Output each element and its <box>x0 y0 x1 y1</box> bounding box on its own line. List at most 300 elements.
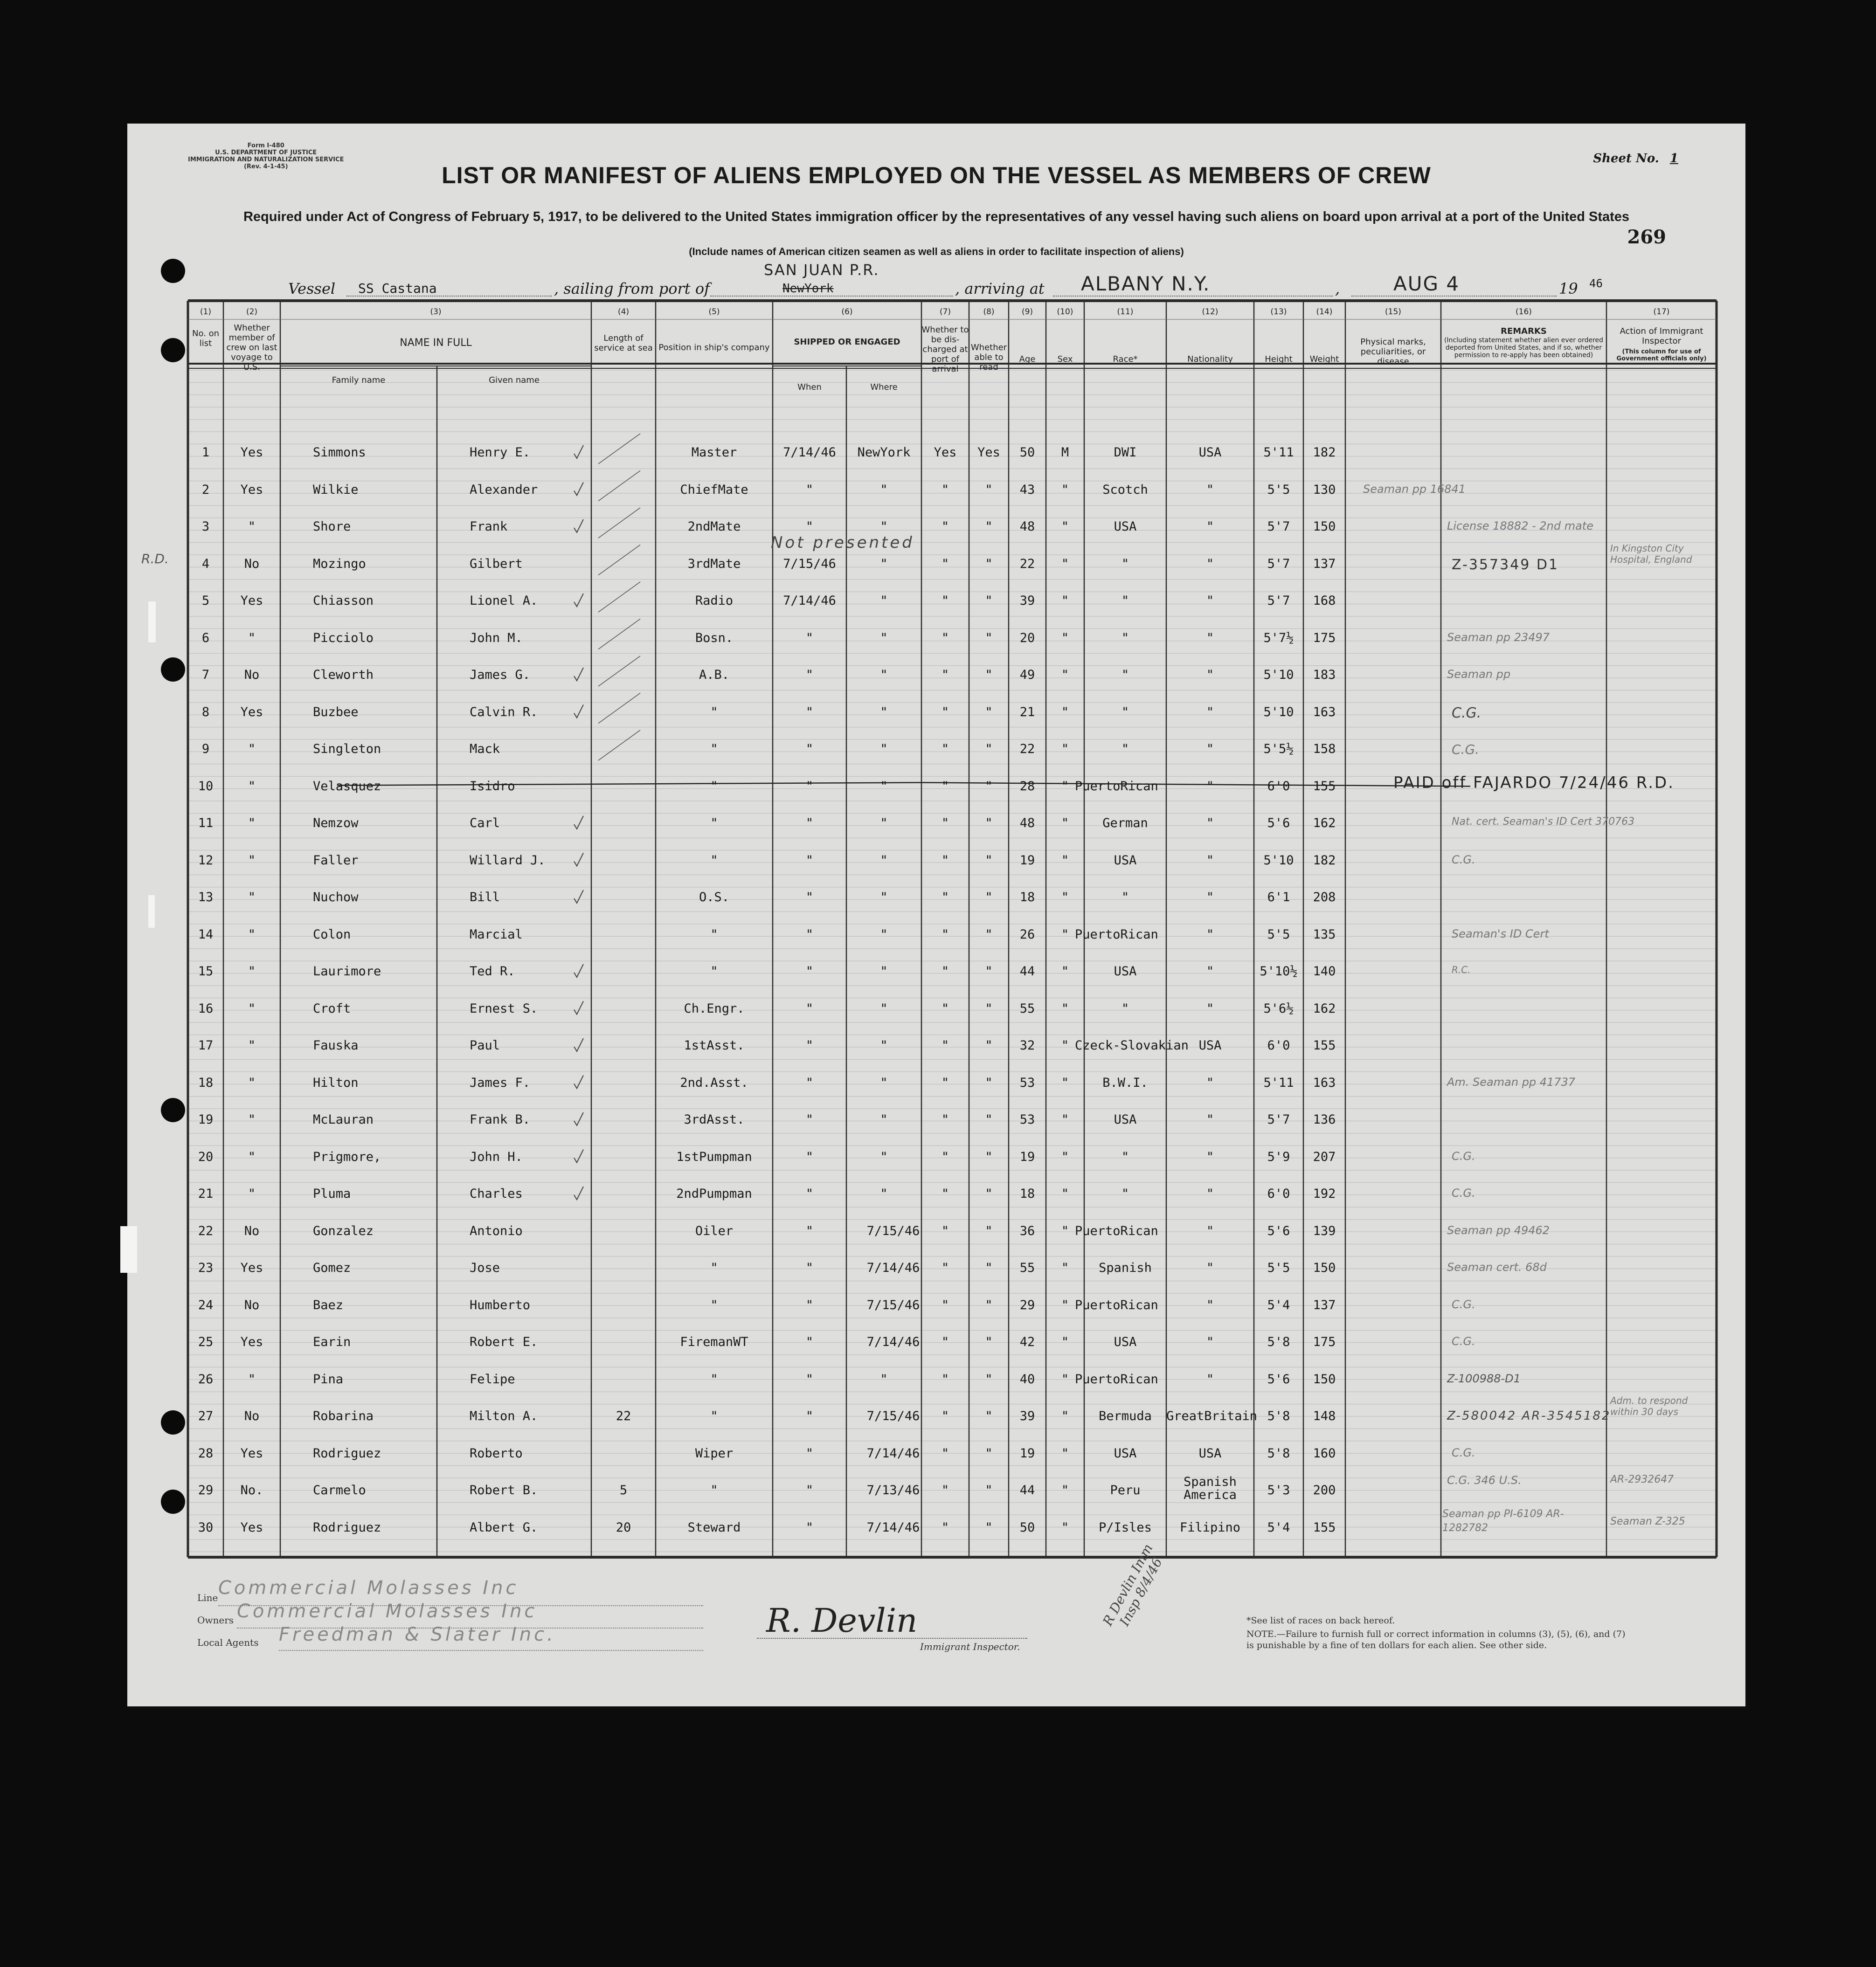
cell-sex: " <box>1061 1335 1069 1349</box>
cell-age: 48 <box>1019 816 1035 830</box>
col-header-family-name: Family name <box>332 375 386 385</box>
cell-sex: " <box>1061 1446 1069 1461</box>
action-row-30: Seaman Z-325 <box>1610 1515 1685 1527</box>
cell-height: 6'0 <box>1267 1187 1290 1201</box>
race-note: *See list of races on back hereof. <box>1246 1615 1395 1626</box>
column-number: (17) <box>1653 307 1670 317</box>
cell-no: 27 <box>198 1409 214 1423</box>
cell-nat: " <box>1206 816 1214 830</box>
cell-age: 22 <box>1019 556 1035 571</box>
cell-sex: " <box>1061 1112 1069 1127</box>
cell-service: 22 <box>616 1409 631 1423</box>
cell-read: " <box>985 1298 993 1312</box>
cell-disch: " <box>941 704 949 719</box>
cell-family: Wilkie <box>313 482 359 497</box>
cell-nat: " <box>1206 964 1214 979</box>
cell-height: 5'8 <box>1267 1446 1290 1461</box>
remark-row-23: Seaman cert. 68d <box>1447 1261 1547 1274</box>
cell-position: " <box>710 853 718 868</box>
column-number: (10) <box>1057 307 1073 317</box>
cell-position: Steward <box>687 1520 741 1535</box>
cell-race: " <box>1121 668 1129 682</box>
cell-age: 26 <box>1019 927 1035 942</box>
cell-family: Fauska <box>313 1038 359 1053</box>
not-presented-note: Not presented <box>771 533 914 552</box>
cell-where: NewYork <box>857 445 911 460</box>
cell-race: " <box>1121 1001 1129 1016</box>
cell-read: " <box>985 668 993 682</box>
cell-no: 28 <box>198 1446 214 1461</box>
cell-height: 5'5 <box>1267 927 1290 942</box>
col-header-given-name: Given name <box>489 375 540 385</box>
cell-height: 5'7 <box>1267 556 1290 571</box>
cell-family: Mozingo <box>313 556 366 571</box>
cell-family: Baez <box>313 1298 344 1312</box>
form-line: U.S. DEPARTMENT OF JUSTICE <box>215 149 317 156</box>
cell-weight: 183 <box>1313 668 1336 682</box>
cell-weight: 130 <box>1313 482 1336 497</box>
col-header-number: No. on list <box>192 329 220 348</box>
cell-no: 16 <box>198 1001 214 1016</box>
cell-when: 7/14/46 <box>783 445 836 460</box>
cell-height: 5'10 <box>1263 668 1294 682</box>
cell-no: 15 <box>198 964 214 979</box>
cell-age: 50 <box>1019 1520 1035 1535</box>
cell-read: " <box>985 519 993 534</box>
cell-age: 32 <box>1019 1038 1035 1053</box>
cell-where: " <box>880 1001 888 1016</box>
cell-read: " <box>985 1483 993 1498</box>
cell-when: " <box>805 1298 814 1312</box>
cell-given: Humberto <box>470 1298 531 1312</box>
cell-last: " <box>248 742 256 756</box>
cell-sex: " <box>1061 1520 1069 1535</box>
cell-sex: " <box>1061 964 1069 979</box>
column-number: (7) <box>939 307 951 317</box>
cell-height: 5'8 <box>1267 1335 1290 1349</box>
cell-nat: USA <box>1198 445 1222 460</box>
cell-position: Master <box>691 445 737 460</box>
cell-family: Pina <box>313 1372 344 1387</box>
cell-where: 7/14/46 <box>866 1261 920 1275</box>
binder-hole <box>161 1490 185 1514</box>
binder-tab <box>148 601 156 642</box>
cell-age: 19 <box>1019 1446 1035 1461</box>
cell-when: " <box>805 704 814 719</box>
cell-weight: 140 <box>1313 964 1336 979</box>
cell-when: " <box>805 853 814 868</box>
remark-row-4: Z-357349 D1 <box>1452 556 1559 573</box>
col-header-remarks: REMARKS <box>1501 326 1547 336</box>
cell-position: 2ndMate <box>687 519 741 534</box>
cell-read: " <box>985 1261 993 1275</box>
cell-when: " <box>805 1075 814 1090</box>
cell-nat: " <box>1206 1372 1214 1387</box>
column-number: (5) <box>708 307 720 317</box>
cell-height: 5'7½ <box>1263 630 1294 645</box>
cell-position: 3rdAsst. <box>684 1112 745 1127</box>
cell-nat: Spanish America <box>1184 1475 1237 1502</box>
remark-row-11: Nat. cert. Seaman's ID Cert 370763 <box>1452 816 1635 828</box>
cell-family: Rodriguez <box>313 1446 381 1461</box>
cell-read: " <box>985 1372 993 1387</box>
cell-family: Nemzow <box>313 816 359 830</box>
cell-disch: " <box>941 1409 949 1423</box>
action-row-29: AR-2932647 <box>1610 1474 1674 1485</box>
grid-line <box>598 693 640 724</box>
col-header-weight: Weight <box>1309 354 1339 364</box>
cell-weight: 136 <box>1313 1112 1336 1127</box>
note-label: NOTE. <box>1246 1629 1277 1639</box>
remark-row-24: C.G. <box>1452 1298 1475 1311</box>
cell-family: Nuchow <box>313 890 359 904</box>
binder-hole <box>161 338 185 362</box>
cell-weight: 192 <box>1313 1187 1336 1201</box>
cell-position: " <box>710 779 718 794</box>
cell-weight: 182 <box>1313 853 1336 868</box>
cell-family: Gonzalez <box>313 1223 374 1238</box>
cell-given: Bill <box>470 890 500 904</box>
cell-race: USA <box>1114 1335 1137 1349</box>
binder-hole <box>161 1410 185 1435</box>
cell-race: USA <box>1114 964 1137 979</box>
cell-family: McLauran <box>313 1112 374 1127</box>
grid-line <box>598 508 640 538</box>
remark-row-6: Seaman pp 23497 <box>1447 630 1550 644</box>
cell-last: Yes <box>240 445 263 460</box>
action-row-4: In Kingston City Hospital, England <box>1610 542 1692 565</box>
cell-age: 53 <box>1019 1075 1035 1090</box>
cell-height: 6'0 <box>1267 779 1290 794</box>
form-line: IMMIGRATION AND NATURALIZATION SERVICE <box>188 156 344 163</box>
cell-sex: " <box>1061 630 1069 645</box>
cell-race: " <box>1121 594 1129 608</box>
cell-age: 19 <box>1019 1149 1035 1164</box>
cell-race: PuertoRican <box>1075 779 1158 794</box>
cell-last: No. <box>240 1483 263 1498</box>
grid-line <box>598 730 640 760</box>
cell-when: " <box>805 1001 814 1016</box>
cell-disch: " <box>941 556 949 571</box>
cell-read: " <box>985 630 993 645</box>
cell-disch: " <box>941 1335 949 1349</box>
penalty-note <box>1246 1629 1629 1651</box>
column-number: (9) <box>1021 307 1033 317</box>
cell-position: " <box>710 964 718 979</box>
page-subtitle: Required under Act of Congress of February 5, 1917, to be delivered to the United States immigration officer by the representatives of any vessel having such aliens on board upon arrival at a port of the United States <box>243 209 1630 224</box>
serial-number: 269 <box>1627 226 1666 248</box>
cell-last: Yes <box>240 1335 263 1349</box>
cell-sex: " <box>1061 779 1069 794</box>
cell-disch: " <box>941 890 949 904</box>
cell-no: 3 <box>201 519 210 534</box>
cell-race: Czeck-Slovakian <box>1075 1038 1189 1053</box>
cell-no: 5 <box>201 594 210 608</box>
cell-nat: " <box>1206 853 1214 868</box>
col-header-action-note: (This column for use of Government officials only) <box>1616 348 1707 362</box>
port-struck: NewYork <box>782 282 834 296</box>
arriving-label: , arriving at <box>955 280 1045 297</box>
col-header-discharged: Whether to be dis-charged at port of arrival <box>921 325 969 374</box>
cell-age: 39 <box>1019 1409 1035 1423</box>
cell-when: " <box>805 519 814 534</box>
cell-disch: " <box>941 482 949 497</box>
cell-disch: " <box>941 1298 949 1312</box>
cell-nat: " <box>1206 519 1214 534</box>
line-value: Commercial Molasses Inc <box>218 1577 519 1599</box>
cell-given: Albert G. <box>470 1520 538 1535</box>
cell-where: " <box>880 1372 888 1387</box>
cell-read: " <box>985 742 993 756</box>
cell-no: 19 <box>198 1112 214 1127</box>
cell-weight: 182 <box>1313 445 1336 460</box>
cell-position: FiremanWT <box>680 1335 748 1349</box>
cell-race: " <box>1121 890 1129 904</box>
cell-race: Scotch <box>1102 482 1148 497</box>
remark-row-3: License 18882 - 2nd mate <box>1447 519 1593 532</box>
cell-sex: " <box>1061 482 1069 497</box>
cell-disch: " <box>941 1483 949 1498</box>
cell-position: " <box>710 742 718 756</box>
note-text: —Failure to furnish full or correct information in columns (3), (5), (6), and (7) is punishable by a fine of ten dollars for each alien. See other side. <box>1246 1629 1626 1650</box>
cell-no: 14 <box>198 927 214 942</box>
form-line: (Rev. 4-1-45) <box>243 163 288 170</box>
cell-nat: " <box>1206 1223 1214 1238</box>
cell-sex: " <box>1061 1261 1069 1275</box>
cell-where: 7/15/46 <box>866 1409 920 1423</box>
col-header-race: Race* <box>1113 354 1138 364</box>
cell-last: " <box>248 853 256 868</box>
cell-weight: 163 <box>1313 704 1336 719</box>
cell-where: " <box>880 1112 888 1127</box>
cell-last: " <box>248 927 256 942</box>
cell-sex: " <box>1061 1187 1069 1201</box>
cell-given: Ernest S. <box>470 1001 538 1016</box>
cell-race: USA <box>1114 1446 1137 1461</box>
vessel-line: Vessel SS Castana , sailing from port of NewYork SAN JUAN P.R. , arriving at ALBANY N.Y. , AUG 4 19 46 <box>288 261 1603 297</box>
cell-weight: 175 <box>1313 630 1336 645</box>
cell-service: 5 <box>619 1483 628 1498</box>
cell-sex: " <box>1061 1223 1069 1238</box>
cell-nat: USA <box>1198 1038 1222 1053</box>
cell-weight: 155 <box>1313 1038 1336 1053</box>
cell-race: DWI <box>1114 445 1137 460</box>
remark-row-26: Z-100988-D1 <box>1447 1372 1521 1385</box>
cell-given: Henry E. <box>470 445 531 460</box>
cell-disch: " <box>941 1075 949 1090</box>
cell-weight: 162 <box>1313 816 1336 830</box>
cell-given: Carl <box>470 816 500 830</box>
remark-row-8: C.G. <box>1452 704 1481 721</box>
cell-no: 2 <box>201 482 210 497</box>
cell-disch: " <box>941 964 949 979</box>
cell-where: " <box>880 1038 888 1053</box>
cell-where: 7/15/46 <box>866 1223 920 1238</box>
column-number: (2) <box>246 307 258 317</box>
cell-disch: " <box>941 742 949 756</box>
remark-row-20: C.G. <box>1452 1149 1475 1163</box>
cell-nat: " <box>1206 1298 1214 1312</box>
cell-when: " <box>805 1038 814 1053</box>
cell-nat: " <box>1206 630 1214 645</box>
cell-weight: 148 <box>1313 1409 1336 1423</box>
cell-age: 18 <box>1019 890 1035 904</box>
cell-no: 30 <box>198 1520 214 1535</box>
remark-row-18: Am. Seaman pp 41737 <box>1447 1075 1576 1089</box>
cell-family: Buzbee <box>313 704 359 719</box>
cell-height: 5'11 <box>1263 445 1294 460</box>
cell-given: Felipe <box>470 1372 515 1387</box>
cell-weight: 158 <box>1313 742 1336 756</box>
cell-position: O.S. <box>699 890 730 904</box>
cell-height: 5'4 <box>1267 1298 1290 1312</box>
col-header-when: When <box>797 382 822 392</box>
cell-age: 44 <box>1019 964 1035 979</box>
cell-position: " <box>710 927 718 942</box>
cell-read: Yes <box>977 445 1000 460</box>
owners-label: Owners <box>197 1615 234 1626</box>
cell-weight: 168 <box>1313 594 1336 608</box>
cell-sex: " <box>1061 1298 1069 1312</box>
cell-height: 5'6 <box>1267 816 1290 830</box>
col-header-shipped: SHIPPED OR ENGAGED <box>794 337 900 347</box>
cell-sex: " <box>1061 890 1069 904</box>
cell-position: Bosn. <box>695 630 734 645</box>
left-margin-note: R.D. <box>141 551 169 566</box>
cell-last: " <box>248 1112 256 1127</box>
cell-sex: " <box>1061 668 1069 682</box>
cell-read: " <box>985 1409 993 1423</box>
cell-where: " <box>880 630 888 645</box>
binder-tab <box>120 1226 137 1273</box>
cell-last: No <box>244 556 260 571</box>
cell-when: " <box>805 1261 814 1275</box>
cell-race: USA <box>1114 1112 1137 1127</box>
cell-family: Cleworth <box>313 668 374 682</box>
cell-last: " <box>248 1149 256 1164</box>
col-header-action: Action of Immigrant Inspector <box>1620 326 1703 346</box>
cell-nat: " <box>1206 742 1214 756</box>
cell-nat: " <box>1206 1149 1214 1164</box>
remark-row-28: C.G. <box>1452 1446 1475 1459</box>
vessel-label: Vessel <box>288 280 336 297</box>
cell-when: " <box>805 1223 814 1238</box>
cell-disch: " <box>941 1372 949 1387</box>
cell-race: " <box>1121 1149 1129 1164</box>
cell-given: John M. <box>470 630 523 645</box>
cell-disch: " <box>941 1112 949 1127</box>
cell-position: ChiefMate <box>680 482 748 497</box>
cell-given: Paul <box>470 1038 500 1053</box>
cell-no: 12 <box>198 853 214 868</box>
cell-race: " <box>1121 630 1129 645</box>
cell-read: " <box>985 853 993 868</box>
cell-given: Isidro <box>470 779 515 794</box>
cell-height: 5'5 <box>1267 1261 1290 1275</box>
cell-age: 19 <box>1019 853 1035 868</box>
cell-nat: USA <box>1198 1446 1222 1461</box>
cell-age: 55 <box>1019 1261 1035 1275</box>
col-header-remarks-note: (Including statement whether alien ever ordered deported from United States, and if so, whether permission to re-apply has been obtained) <box>1444 337 1604 359</box>
cell-sex: " <box>1061 1038 1069 1053</box>
cell-no: 7 <box>201 668 210 682</box>
cell-nat: GreatBritain <box>1166 1409 1258 1423</box>
cell-disch: " <box>941 853 949 868</box>
cell-disch: " <box>941 668 949 682</box>
cell-where: " <box>880 1075 888 1090</box>
cell-height: 5'7 <box>1267 1112 1290 1127</box>
cell-no: 13 <box>198 890 214 904</box>
cell-given: Gilbert <box>470 556 523 571</box>
cell-age: 53 <box>1019 1112 1035 1127</box>
cell-age: 40 <box>1019 1372 1035 1387</box>
cell-sex: " <box>1061 594 1069 608</box>
cell-disch: " <box>941 927 949 942</box>
cell-when: " <box>805 816 814 830</box>
cell-height: 6'1 <box>1267 890 1290 904</box>
cell-race: B.W.I. <box>1102 1075 1148 1090</box>
binder-tab <box>148 895 155 928</box>
cell-sex: " <box>1061 556 1069 571</box>
cell-age: 28 <box>1019 779 1035 794</box>
cell-last: " <box>248 519 256 534</box>
cell-sex: " <box>1061 853 1069 868</box>
cell-height: 5'10½ <box>1260 964 1298 979</box>
cell-height: 5'7 <box>1267 519 1290 534</box>
cell-family: Picciolo <box>313 630 374 645</box>
line-label: Line <box>197 1592 218 1603</box>
cell-family: Prigmore, <box>313 1149 381 1164</box>
cell-last: " <box>248 964 256 979</box>
cell-nat: " <box>1206 1112 1214 1127</box>
cell-disch: Yes <box>934 445 957 460</box>
cell-no: 18 <box>198 1075 214 1090</box>
cell-position: Radio <box>695 594 734 608</box>
cell-read: " <box>985 594 993 608</box>
cell-nat: " <box>1206 1335 1214 1349</box>
cell-when: " <box>805 890 814 904</box>
cell-last: " <box>248 1038 256 1053</box>
cell-disch: " <box>941 1149 949 1164</box>
cell-given: John H. <box>470 1149 523 1164</box>
cell-age: 36 <box>1019 1223 1035 1238</box>
cell-given: Milton A. <box>470 1409 538 1423</box>
cell-when: " <box>805 927 814 942</box>
cell-last: No <box>244 1298 260 1312</box>
cell-where: 7/14/46 <box>866 1520 920 1535</box>
cell-sex: " <box>1061 519 1069 534</box>
cell-race: PuertoRican <box>1075 927 1158 942</box>
cell-position: " <box>710 1409 718 1423</box>
cell-no: 23 <box>198 1261 214 1275</box>
cell-sex: M <box>1061 445 1069 460</box>
remark-row-30: Seaman pp PI-6109 AR-1282782 <box>1442 1508 1564 1534</box>
cell-nat: " <box>1206 927 1214 942</box>
action-row-27: Adm. to respond within 30 days <box>1610 1395 1688 1417</box>
cell-race: Bermuda <box>1099 1409 1152 1423</box>
cell-sex: " <box>1061 1075 1069 1090</box>
cell-family: Singleton <box>313 742 381 756</box>
cell-given: Robert B. <box>470 1483 538 1498</box>
col-header-height: Height <box>1265 354 1293 364</box>
cell-disch: " <box>941 1261 949 1275</box>
cell-where: " <box>880 964 888 979</box>
cell-race: Peru <box>1110 1483 1141 1498</box>
cell-no: 22 <box>198 1223 214 1238</box>
cell-family: Colon <box>313 927 351 942</box>
remark-row-15: R.C. <box>1452 964 1471 975</box>
col-header-age: Age <box>1019 354 1036 364</box>
